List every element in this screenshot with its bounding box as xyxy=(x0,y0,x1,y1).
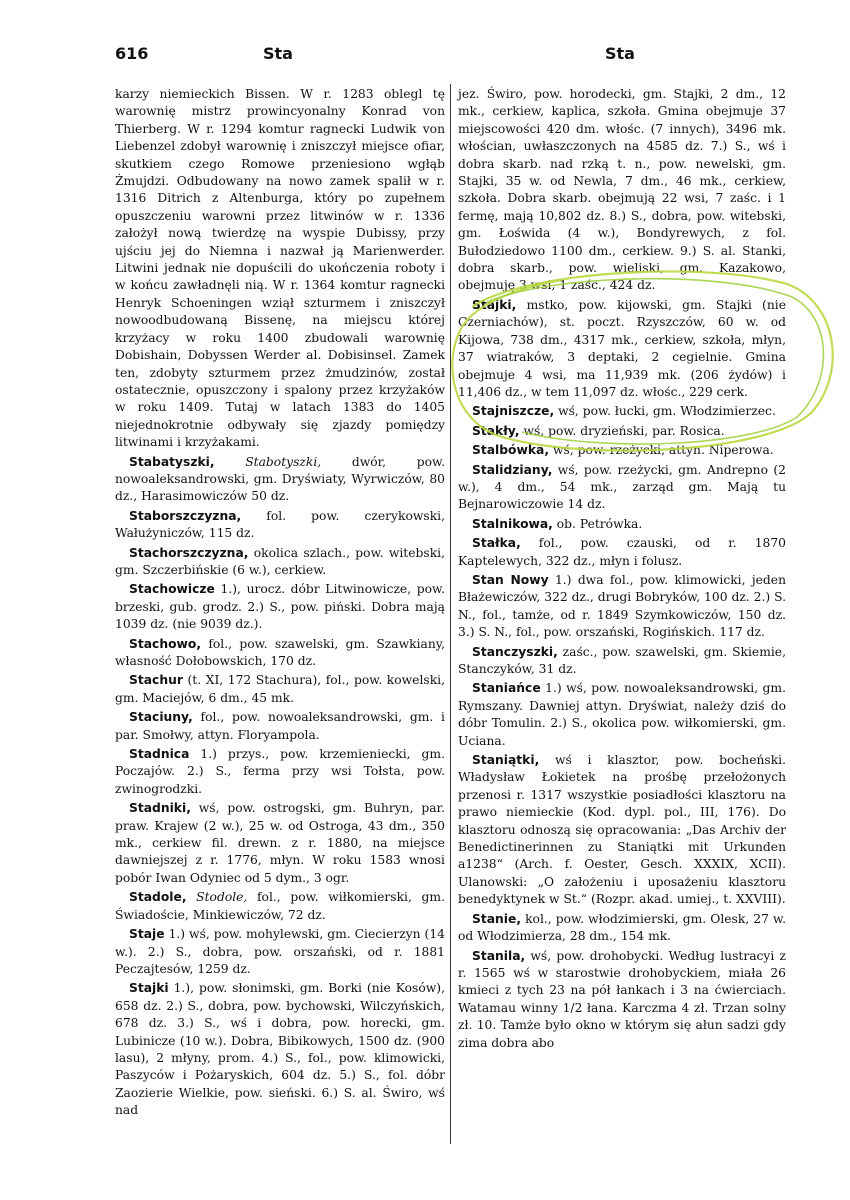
entry-text: wś, pow. łucki, gm. Włodzimierzec. xyxy=(558,404,776,419)
entry-headword: Stachowo, xyxy=(129,636,202,651)
dictionary-entry xyxy=(458,462,786,514)
entry-variant: Stodole, xyxy=(196,890,248,905)
entry-text: jez. Świro, pow. horodecki, gm. Stajki, 2 dm., 12 mk., cerkiew, kaplica, szkoła. Gmina obejmuje 37 miejscowości 420 dm. włośc. (7 innych), 3496 mk. włościan, uwłaszczonych na 4585 dz. 7.) S., wś i dobra skarb. nad rzką t. n., pow. newelski, gm. Stajki, 35 w. od Newla, 7 dm., 46 mk., cerkiew, szkoła. Dobra skarb. obejmują 22 wsi, 7 zaśc. i 1 fermę, mają 10,802 dz. 8.) S., dobra, pow. witebski, gm. Łoświda (4 w.), Bondyrewych, z fol. Bułodziedowo 1100 dm., cerkiew. 9.) S. al. Stanki, dobra skarb., pow. wieliski, gm. Kazakowo, obejmuję 3 wsi, 1 zaśc., 424 dz. xyxy=(458,87,786,293)
entry-headword: Staniańce xyxy=(472,681,541,696)
dictionary-entry xyxy=(458,680,786,750)
entry-variant: Stabotyszki, xyxy=(245,454,322,469)
right-text-column xyxy=(458,86,786,1054)
entry-text: fol., pow. wiłkomierski, gm. Świadoście, Minkiewiczów, 72 dz. xyxy=(115,890,445,922)
dictionary-entry xyxy=(458,86,786,295)
entry-text: wś, pow. drohobycki. Według lustracyi z r. 1565 wś w starostwie drohobyckiem, miała 26 kmieci z tych 23 na pół łankach i 3 na ćwierciach. Watamau winny 1/2 łana. Karczma 4 zł. Trzan solny zł. 10. Tamże było okno w którym się ałun sadzi gdy zima dobra abo xyxy=(458,948,786,1050)
dictionary-entry xyxy=(115,86,445,452)
left-text-column xyxy=(115,86,445,1122)
running-header xyxy=(115,44,795,74)
dictionary-entry xyxy=(115,926,445,978)
dictionary-entry xyxy=(458,535,786,570)
entry-headword: Stalbówka, xyxy=(472,443,550,458)
entry-headword: Stanie, xyxy=(472,911,522,926)
entry-text: wś i klasztor, pow. bocheński. Władysław Łokietek na prośbę przełożonych przenosi r. 1317 wszystkie posiadłości klasztoru na prawo niemieckie (Kod. dypl. pol., III, 176). Do klasztoru odnoszą się opracowania: „Das Archiv der Benedictinerinnen zu Staniątki mit Urkunden a1238“ (Arch. f. Oester, Gesch. XXXIX, XCII). Ulanowski: „O założeniu i uposażeniu klasztoru benedyktynek w St.“ (Rozpr. akad. umiej., t. XXVIII). xyxy=(458,753,786,907)
entry-headword: Stabatyszki, xyxy=(129,454,215,469)
entry-headword: Staciuny, xyxy=(129,710,193,725)
dictionary-entry xyxy=(458,752,786,909)
entry-headword: Stadniki, xyxy=(129,801,191,816)
dictionary-entry xyxy=(458,644,786,679)
entry-headword: Stan Nowy xyxy=(472,572,549,587)
dictionary-entry xyxy=(115,581,445,633)
dictionary-entry xyxy=(115,508,445,543)
entry-headword: Stachowicze xyxy=(129,582,215,597)
entry-text: 1.) dwa fol., pow. klimowicki, jeden Błażewiczów, 322 dz., drugi Bobryków, 100 dz. 2.) S. N., fol., tamże, od r. 1849 Szymkowiczów, 150 dz. 3.) S. N., fol., pow. orszański, Rogińskich. 117 dz. xyxy=(458,572,786,640)
entry-text: wś, pow. rzeżycki, attyn. Niperowa. xyxy=(552,443,774,458)
dictionary-entry xyxy=(458,572,786,642)
dictionary-entry xyxy=(115,746,445,798)
left-running-head: Sta xyxy=(263,44,293,63)
dictionary-entry xyxy=(458,442,786,459)
dictionary-entry xyxy=(115,545,445,580)
entry-headword: Staniątki, xyxy=(472,753,540,768)
entry-headword: Stakły, xyxy=(472,423,520,438)
page-number: 616 xyxy=(115,44,149,63)
entry-text: ob. Petrówka. xyxy=(556,516,643,531)
entry-text: 1.) przys., pow. krzemieniecki, gm. Poczajów. 2.) S., ferma przy wsi Tołsta, pow. zwinogrodzki. xyxy=(115,747,445,796)
entry-text: fol., pow. szawelski, gm. Szawkiany, własność Dołobowskich, 170 dz. xyxy=(115,636,445,668)
dictionary-entry xyxy=(458,403,786,420)
entry-headword: Stajki xyxy=(129,981,169,996)
right-running-head: Sta xyxy=(605,44,635,63)
entry-headword: Staje xyxy=(129,927,165,942)
dictionary-entry xyxy=(115,636,445,671)
entry-text: (t. XI, 172 Stachura), fol., pow. kowelski, gm. Maciejów, 6 dm., 45 mk. xyxy=(115,673,445,705)
entry-headword: Stalnikowa, xyxy=(472,516,553,531)
entry-headword: Stanczyszki, xyxy=(472,644,558,659)
entry-headword: Stadnica xyxy=(129,747,190,762)
entry-text: 1.) wś, pow. nowoaleksandrowski, gm. Rymszany. Dawniej attyn. Dryświat, należy dziś do dóbr Tomulin. 2.) S., okolica pow. wiłkomierski, gm. Uciana. xyxy=(458,681,786,748)
entry-headword: Stachorszczyzna, xyxy=(129,545,249,560)
entry-text: wś, pow. rzeżycki, gm. Andrepno (2 w.), 4 dm., 54 mk., zarząd gm. Mają tu Bejnarowiczowie 14 dz. xyxy=(458,462,786,512)
dictionary-entry xyxy=(115,454,445,506)
entry-headword: Stajki, xyxy=(472,297,517,312)
entry-text: 1.), urocz. dóbr Litwinowicze, pow. brzeski, gub. grodz. 2.) S., pow. piński. Dobra mają 1039 dz. (nie 9039 dz.). xyxy=(115,582,445,632)
dictionary-entry xyxy=(458,423,786,440)
entry-text: 1.), pow. słonimski, gm. Borki (nie Kosów), 658 dz. 2.) S., dobra, pow. bychowski, Wilczyńskich, 678 dz. 3.) S., wś i dobra, pow. horecki, gm. Lubinicze (10 w.). Dobra, Bibikowych, 1500 dz. (900 lasu), 2 młyny, prom. 4.) S., fol., pow. klimowicki, Paszyców i Pożaryskich, 604 dz. 5.) S., fol. dóbr Zaozierie Wielkie, pow. sieński. 6.) S. al. Świro, wś nad xyxy=(115,981,445,1118)
entry-headword: Stanila, xyxy=(472,948,526,963)
entry-text: wś, pow. ostrogski, gm. Buhryn, par. praw. Krajew (2 w.), 25 w. od Ostroga, 43 dm., 350 mk., cerkiew fil. drewn. z r. 1880, na miejsce dawniejszej z r. 1776, młyn. W roku 1583 wnosi pobór Iwan Odyniec od 5 dym., 3 ogr. xyxy=(115,801,445,885)
entry-text: kol., pow. włodzimierski, gm. Olesk, 27 w. od Włodzimierza, 28 dm., 154 mk. xyxy=(458,911,786,944)
entry-text: 1.) wś, pow. mohylewski, gm. Ciecierzyn (14 w.). 2.) S., dobra, pow. orszański, od r. 1881 Peczajtesów, 1259 dz. xyxy=(115,927,445,976)
dictionary-entry xyxy=(458,911,786,946)
entry-text: fol. pow. czerykowski, Wałużyniczów, 115 dz. xyxy=(115,508,445,541)
dictionary-entry xyxy=(115,709,445,744)
entry-headword: Stalidziany, xyxy=(472,462,553,477)
entry-text: karzy niemieckich Bissen. W r. 1283 oblegl tę warownię mistrz prowincyonalny Konrad von Thierberg. W r. 1294 komtur ragnecki Ludwik von Liebenzel zdobył warownię i zniszczył miejsce ofiar, skutkiem czego Romowe przeniesiono wgłąb Żmujdzi. Odbudowany na nowo zamek spalił w r. 1316 Ditrich z Altenburga, który po zupełnem opuszczeniu warowni przez litwinów w r. 1336 założył nową twierdzę na wyspie Dubissy, przy ujściu jej do Niemna i nazwał ją Marienwerder. Litwini jednak nie dopuścili do ukończenia roboty i w końcu zawładnęli nią. W r. 1364 komtur ragnecki Henryk Schoeningen wziął szturmem i zniszczył nowoodbudowaną Bissenę, na miejscu której krzyżacy w roku 1400 zbudowali warownię Dobishain, Dobyssen Werder al. Dobisinsel. Zamek ten, zdobyty szturmem przez żmudzinów, został ostatecznie, opuszczony i spalony przez krzyżaków w roku 1409. Tutaj w latach 1383 do 1405 niejednokrotnie odbywały się zjazdy pomiędzy litwinami i krzyżakami. xyxy=(115,87,445,450)
entry-text: mstko, pow. kijowski, gm. Stajki (nie Czerniachów), st. poczt. Rzyszczów, 60 w. od Kijowa, 738 dm., 4317 mk., cerkiew, szkoła, młyn, 37 wiatraków, 3 deptaki, 2 cegielnie. Gmina obejmuje 4 wsi, ma 11,939 mk. (206 żydów) i 11,406 dz., w tem 11,097 dz. włośc., 229 cerk. xyxy=(458,297,786,399)
dictionary-entry xyxy=(115,889,445,924)
entry-headword: Stałka, xyxy=(472,536,521,551)
entry-headword: Stachur xyxy=(129,673,183,688)
entry-headword: Stajniszcze, xyxy=(472,404,555,419)
dictionary-entry xyxy=(458,516,786,533)
entry-text: okolica szlach., pow. witebski, gm. Szczerbińskie (6 w.), cerkiew. xyxy=(115,545,445,577)
entry-text: zaśc., pow. szawelski, gm. Skiemie, Stanczyków, 31 dz. xyxy=(458,644,786,676)
entry-text: fol., pow. czauski, od r. 1870 Kaptelewych, 322 dz., młyn i folusz. xyxy=(458,536,786,568)
entry-text: fol., pow. nowoaleksandrowski, gm. i par. Smołwy, attyn. Floryampola. xyxy=(115,710,445,742)
dictionary-entry xyxy=(458,948,786,1052)
entry-headword: Stadole, xyxy=(129,890,187,905)
entry-text: dwór, pow. nowoaleksandrowski, gm. Dryświaty, Wyrwiczów, 80 dz., Harasimowiczów 50 dz. xyxy=(115,454,445,504)
dictionary-entry xyxy=(458,297,786,401)
dictionary-entry xyxy=(115,800,445,887)
column-divider xyxy=(450,84,451,1144)
dictionary-entry xyxy=(115,672,445,707)
entry-text: wś, pow. dryzieński, par. Rosica. xyxy=(523,423,725,438)
dictionary-entry xyxy=(115,980,445,1119)
entry-headword: Staborszczyzna, xyxy=(129,508,242,523)
